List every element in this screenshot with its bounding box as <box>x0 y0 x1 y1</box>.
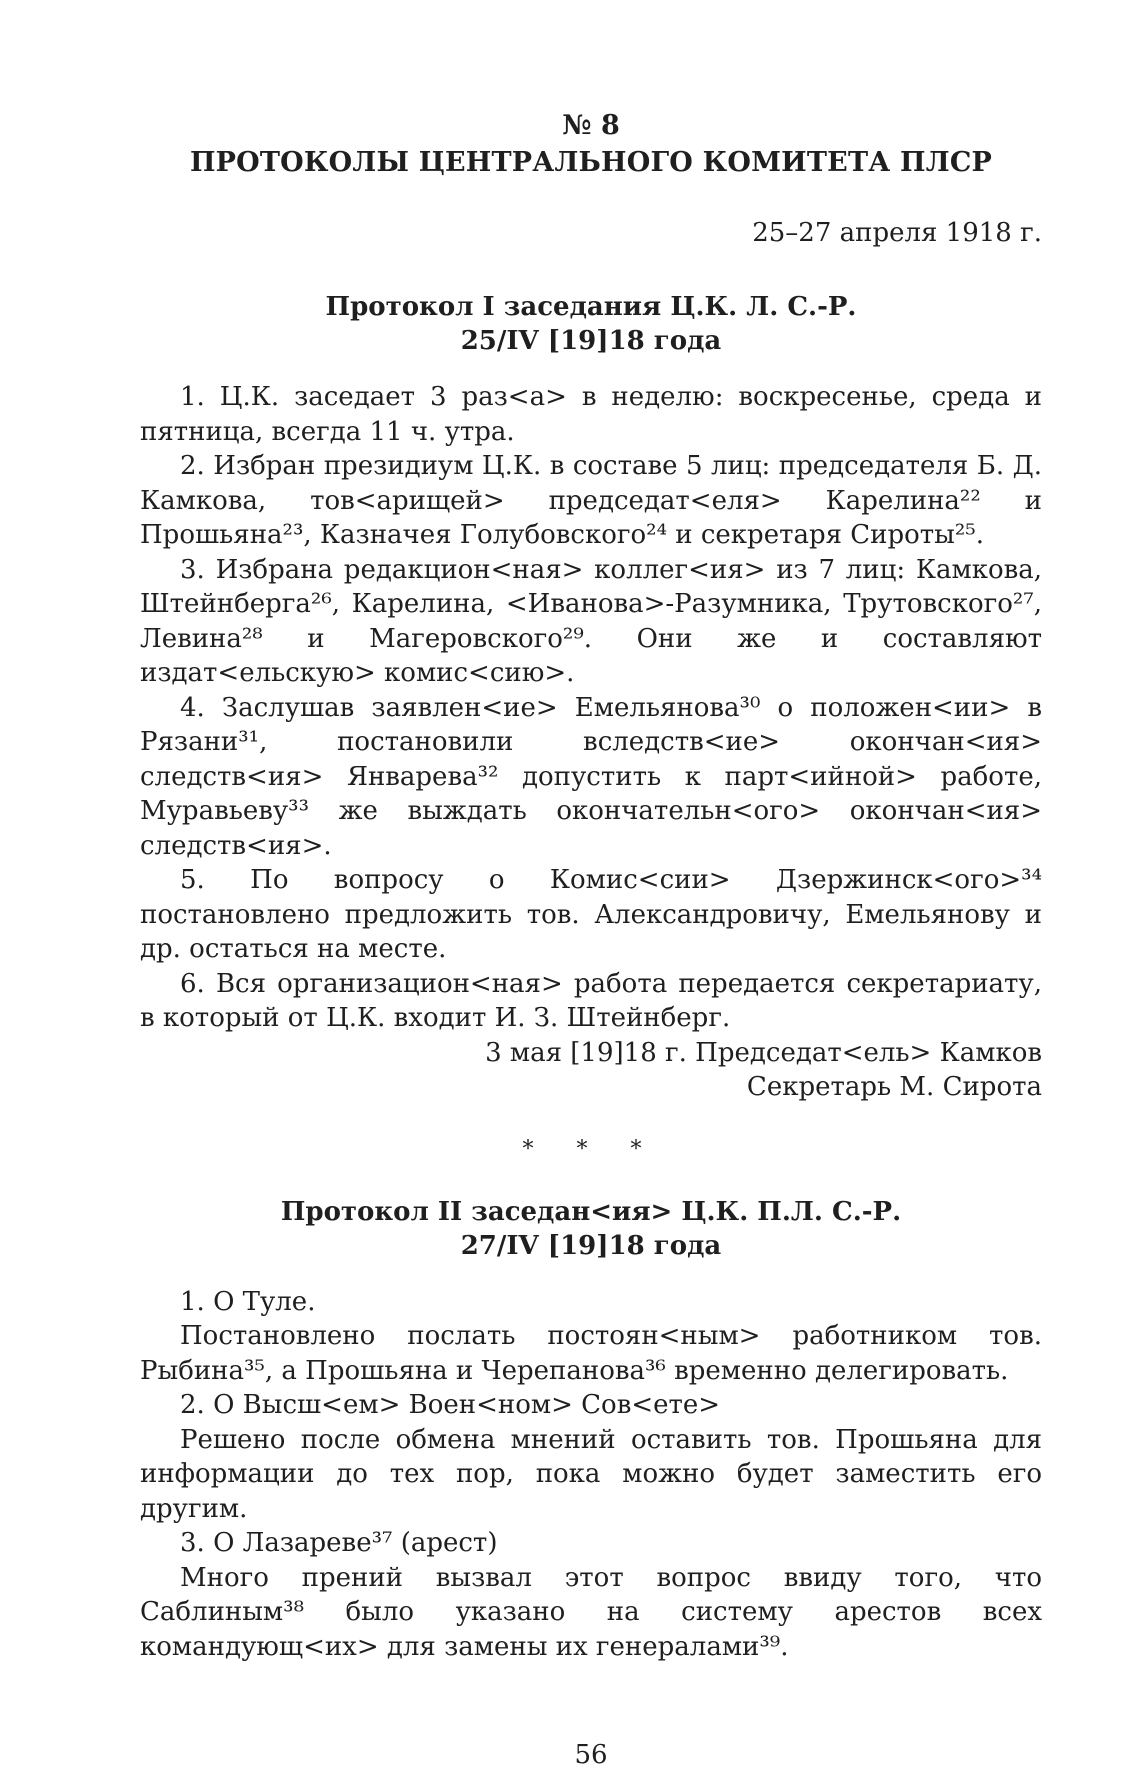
signature-line-chair: 3 мая [19]18 г. Председат<ель> Камков <box>485 1037 1042 1068</box>
protocol-1-title: Протокол I заседания Ц.К. Л. С.-Р. <box>325 292 857 322</box>
page-number: 56 <box>574 1740 608 1770</box>
protocol-1-item: 2. Избран президиум Ц.К. в составе 5 лиц: председателя Б. Д. Камкова, тов<арищей> председат<еля> Карелина²² и Прошьяна²³, Казначея Голубовского²⁴ и секретаря Сироты²⁵. <box>140 451 1042 550</box>
protocol-1-date: 25/IV [19]18 года <box>460 326 722 356</box>
section-separator: * * * <box>522 1136 660 1162</box>
document-date: 25–27 апреля 1918 г. <box>752 218 1042 248</box>
protocol-2-title: Протокол II заседан<ия> Ц.К. П.Л. С.-Р. <box>280 1196 902 1227</box>
document-number: № 8 <box>562 110 620 141</box>
document-title: ПРОТОКОЛЫ ЦЕНТРАЛЬНОГО КОМИТЕТА ПЛСР <box>189 147 993 178</box>
protocol-1-heading <box>140 290 1042 358</box>
protocol-2-date: 27/IV [19]18 года <box>460 1230 722 1261</box>
protocol-1-item: 3. Избрана редакцион<ная> коллег<ия> из 7 лиц: Камкова, Штейнберга²⁶, Карелина, <Иванова>-Разумника, Трутовского²⁷, Левина²⁸ и Магеровского²⁹. Они же и составляют издат<ельскую> комис<сию>. <box>140 554 1042 688</box>
protocol-2-line: Постановлено послать постоян<ным> работником тов. Рыбина³⁵, а Прошьяна и Черепанова³⁶ временно делегировать. <box>140 1321 1042 1386</box>
protocol-1-body <box>140 380 1042 1105</box>
protocol-2-line: 3. О Лазареве³⁷ (арест) <box>180 1528 498 1558</box>
protocol-2-line: 2. О Высш<ем> Воен<ном> Сов<ете> <box>180 1390 721 1420</box>
protocol-2-heading <box>140 1195 1042 1263</box>
signature-line-secretary: Секретарь М. Сирота <box>746 1072 1042 1102</box>
protocol-2-line: 1. О Туле. <box>180 1286 316 1317</box>
protocol-2-line: Решено после обмена мнений оставить тов. Прошьяна для информации до тех пор, пока можно будет заместить его другим. <box>140 1424 1042 1524</box>
protocol-1-item: 4. Заслушав заявлен<ие> Емельянова³⁰ о положен<ии> в Рязани³¹, постановили вследств<ие> окончан<ия> следств<ия> Январева³² допустить к парт<ийной> работе, Муравьеву³³ же выждать окончательн<ого> окончан<ия> следств<ия>. <box>140 692 1042 861</box>
protocol-2-line: Много прений вызвал этот вопрос ввиду того, что Саблиным³⁸ было указано на систему арестов всех командующ<их> для замены их генералами³⁹. <box>140 1562 1042 1662</box>
protocol-1-item: 6. Вся организацион<ная> работа передается секретариату, в который от Ц.К. входит И. З. Штейнберг. <box>140 968 1042 1033</box>
document-page <box>140 108 1042 1770</box>
protocol-1-item: 5. По вопросу о Комис<сии> Дзержинск<ого>³⁴ постановлено предложить тов. Александровичу, Емельянову и др. остаться на месте. <box>140 865 1042 964</box>
protocol-2-body <box>140 1285 1042 1665</box>
protocol-1-item: 1. Ц.К. заседает 3 раз<а> в неделю: воскресенье, среда и пятница, всегда 11 ч. утра. <box>140 382 1042 447</box>
